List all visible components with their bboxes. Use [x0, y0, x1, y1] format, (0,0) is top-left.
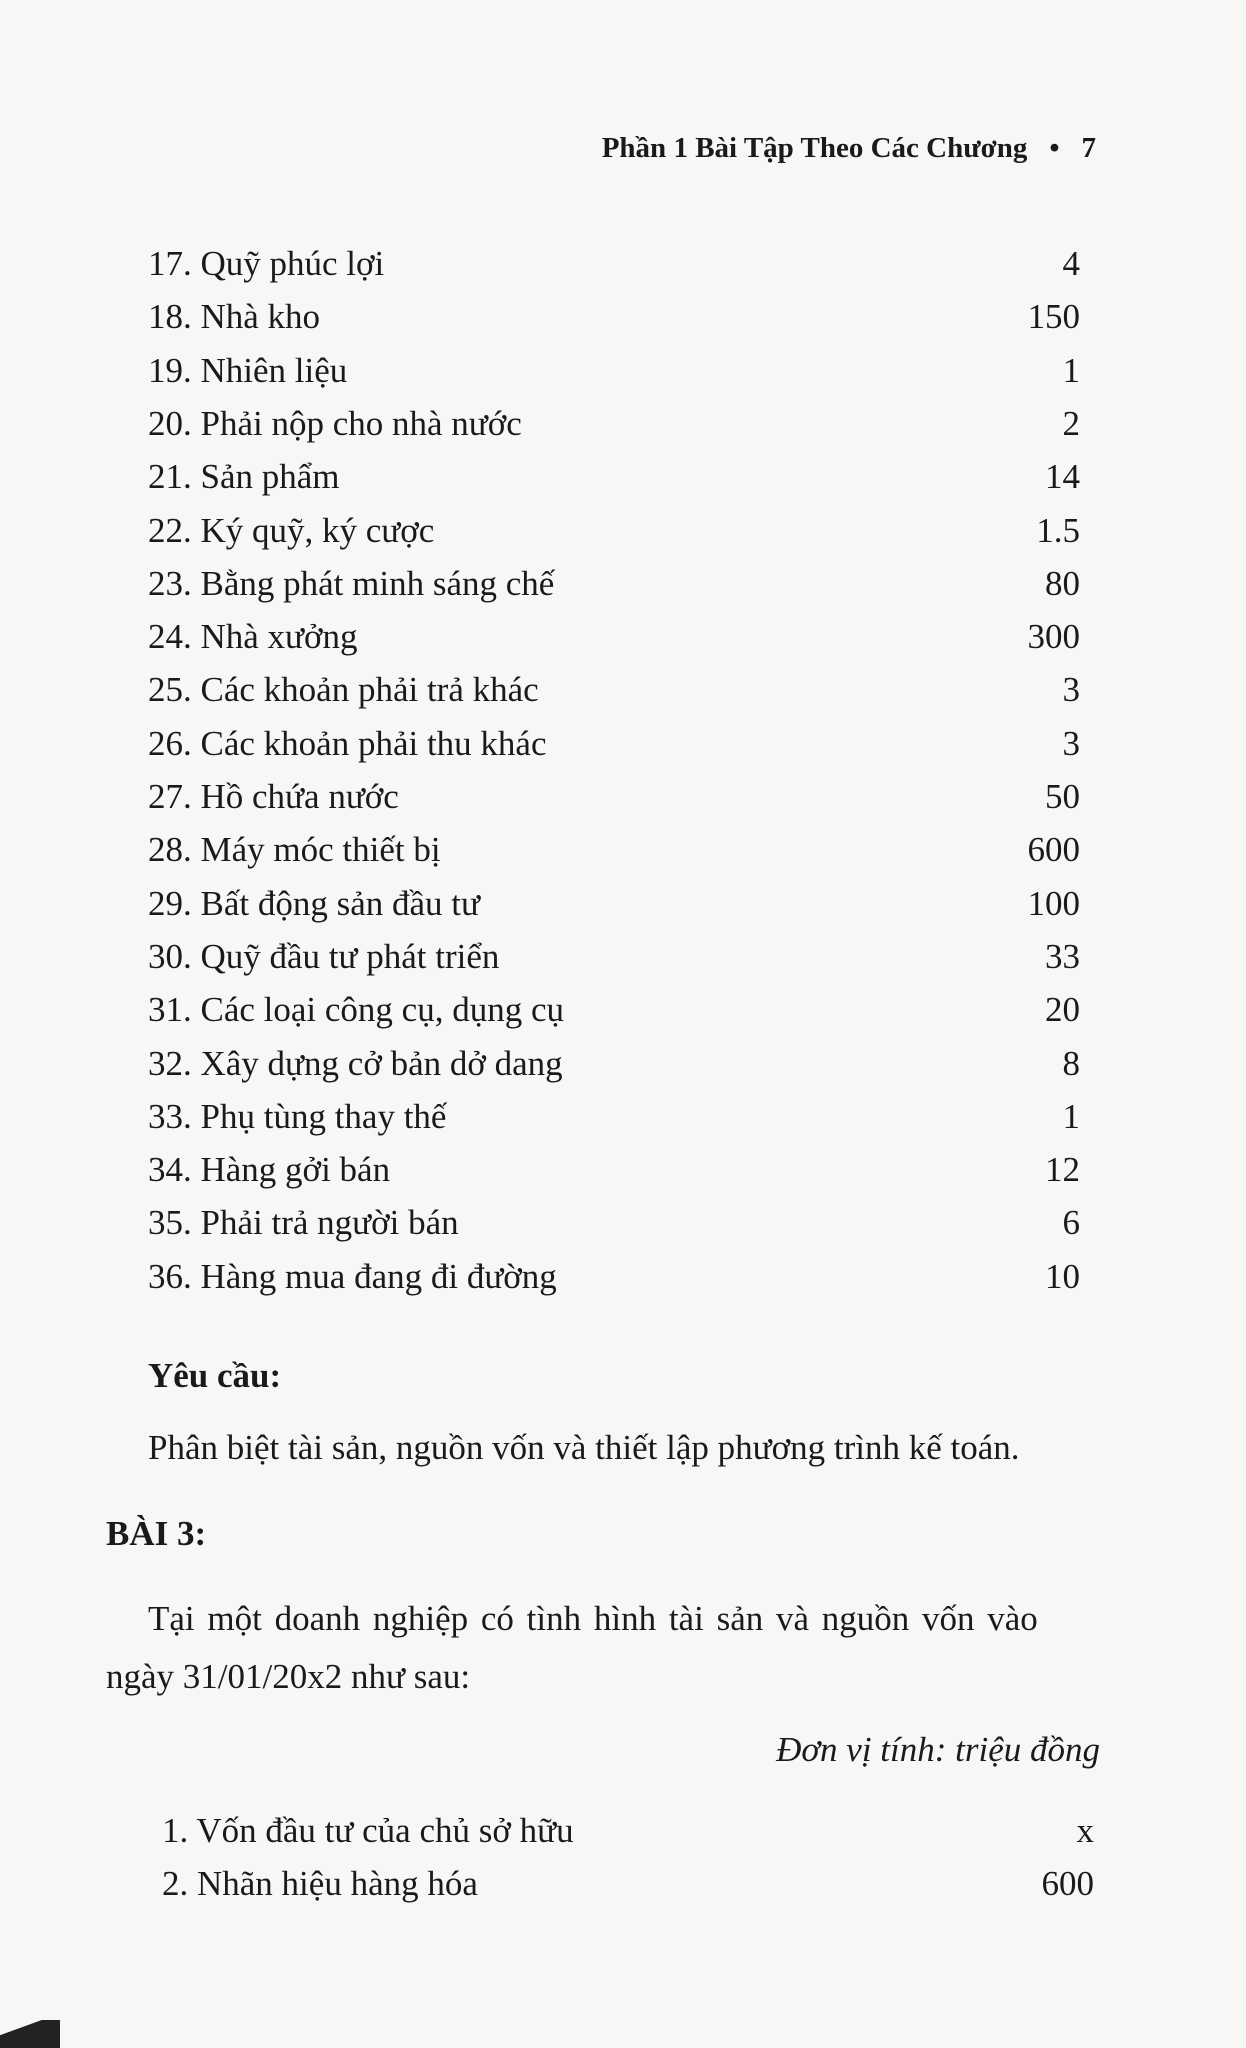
item-value: 50 — [1045, 777, 1080, 816]
item-label: 34. Hàng gởi bán — [148, 1150, 391, 1190]
item-value: 6 — [1062, 1203, 1080, 1243]
item-label: 36. Hàng mua đang đi đường — [148, 1256, 557, 1296]
list-item — [162, 1804, 1094, 1857]
item-label: 1. Vốn đầu tư của chủ sở hữu — [162, 1811, 574, 1850]
list-item — [148, 717, 1080, 770]
unit-label: Đơn vị tính: triệu đồng — [776, 1730, 1100, 1769]
page-header — [602, 132, 1096, 165]
item-label: 32. Xây dựng cở bản dở dang — [148, 1043, 563, 1083]
list-item — [148, 290, 1080, 343]
item-value: x — [1076, 1811, 1094, 1850]
list-item — [148, 344, 1080, 397]
list-item — [148, 663, 1080, 716]
item-label: 27. Hồ chứa nước — [148, 777, 399, 816]
list-item — [148, 823, 1080, 876]
list-item — [148, 770, 1080, 823]
item-label: 25. Các khoản phải trả khác — [148, 670, 539, 710]
item-label: 21. Sản phẩm — [148, 457, 340, 497]
item-label: 23. Bằng phát minh sáng chế — [148, 563, 555, 603]
list-item — [148, 504, 1080, 557]
item-label: 29. Bất động sản đầu tư — [148, 883, 480, 923]
item-label: 17. Quỹ phúc lợi — [148, 244, 385, 283]
list-item — [148, 1250, 1080, 1303]
item-value: 20 — [1045, 990, 1080, 1030]
item-value: 10 — [1045, 1256, 1080, 1296]
item-label: 19. Nhiên liệu — [148, 350, 348, 390]
list-item — [148, 237, 1080, 290]
section-title: Phần 1 Bài Tập Theo Các Chương — [601, 132, 1028, 164]
list-item — [148, 557, 1080, 610]
item-label: 2. Nhãn hiệu hàng hóa — [162, 1864, 478, 1903]
item-value: 1 — [1062, 350, 1080, 390]
item-value: 8 — [1062, 1043, 1080, 1083]
item-value: 33 — [1045, 936, 1080, 976]
item-label: 26. Các khoản phải thu khác — [148, 723, 547, 763]
list-item — [148, 877, 1080, 930]
list-item — [148, 1143, 1080, 1196]
item-value: 1.5 — [1036, 510, 1080, 550]
item-label: 18. Nhà kho — [148, 297, 321, 337]
item-value: 300 — [1027, 617, 1080, 657]
item-label: 35. Phải trả người bán — [148, 1203, 459, 1243]
item-value: 600 — [1027, 830, 1080, 870]
item-value: 12 — [1045, 1150, 1080, 1190]
item-label: 28. Máy móc thiết bị — [148, 830, 441, 870]
item-value: 1 — [1062, 1096, 1080, 1136]
item-label: 33. Phụ tùng thay thế — [148, 1096, 447, 1136]
list-item — [148, 397, 1080, 450]
list-item — [148, 450, 1080, 503]
item-value: 2 — [1062, 403, 1080, 443]
intro-line-2: ngày 31/01/20x2 như sau: — [106, 1657, 471, 1696]
item-label: 30. Quỹ đầu tư phát triển — [148, 936, 500, 976]
bullet-icon: • — [1049, 132, 1060, 164]
page-number: 7 — [1081, 132, 1096, 164]
item-value: 80 — [1045, 563, 1080, 603]
item-value: 4 — [1062, 244, 1080, 283]
requirement-heading: Yêu cầu: — [148, 1356, 282, 1395]
list-item — [162, 1857, 1094, 1910]
item-label: 20. Phải nộp cho nhà nước — [148, 403, 522, 443]
list-item — [148, 1037, 1080, 1090]
list-item — [148, 983, 1080, 1036]
item-label: 24. Nhà xưởng — [148, 617, 358, 657]
item-value: 3 — [1062, 670, 1080, 710]
item-value: 100 — [1027, 883, 1080, 923]
list-item — [148, 1196, 1080, 1249]
list-item — [148, 930, 1080, 983]
intro-line-1: Tại một doanh nghiệp có tình hình tài sản và nguồn vốn vào — [148, 1599, 1038, 1638]
exercise-heading: BÀI 3: — [106, 1514, 207, 1553]
item-label: 31. Các loại công cụ, dụng cụ — [148, 990, 565, 1030]
item-value: 600 — [1041, 1864, 1094, 1903]
requirement-text: Phân biệt tài sản, nguồn vốn và thiết lập phương trình kế toán. — [148, 1428, 1020, 1467]
list-item — [148, 610, 1080, 663]
item-value: 14 — [1045, 457, 1080, 497]
item-label: 22. Ký quỹ, ký cược — [148, 510, 435, 550]
item-value: 150 — [1027, 297, 1080, 337]
list-item — [148, 1090, 1080, 1143]
page-edge-shadow — [0, 2020, 60, 2048]
item-value: 3 — [1062, 723, 1080, 763]
